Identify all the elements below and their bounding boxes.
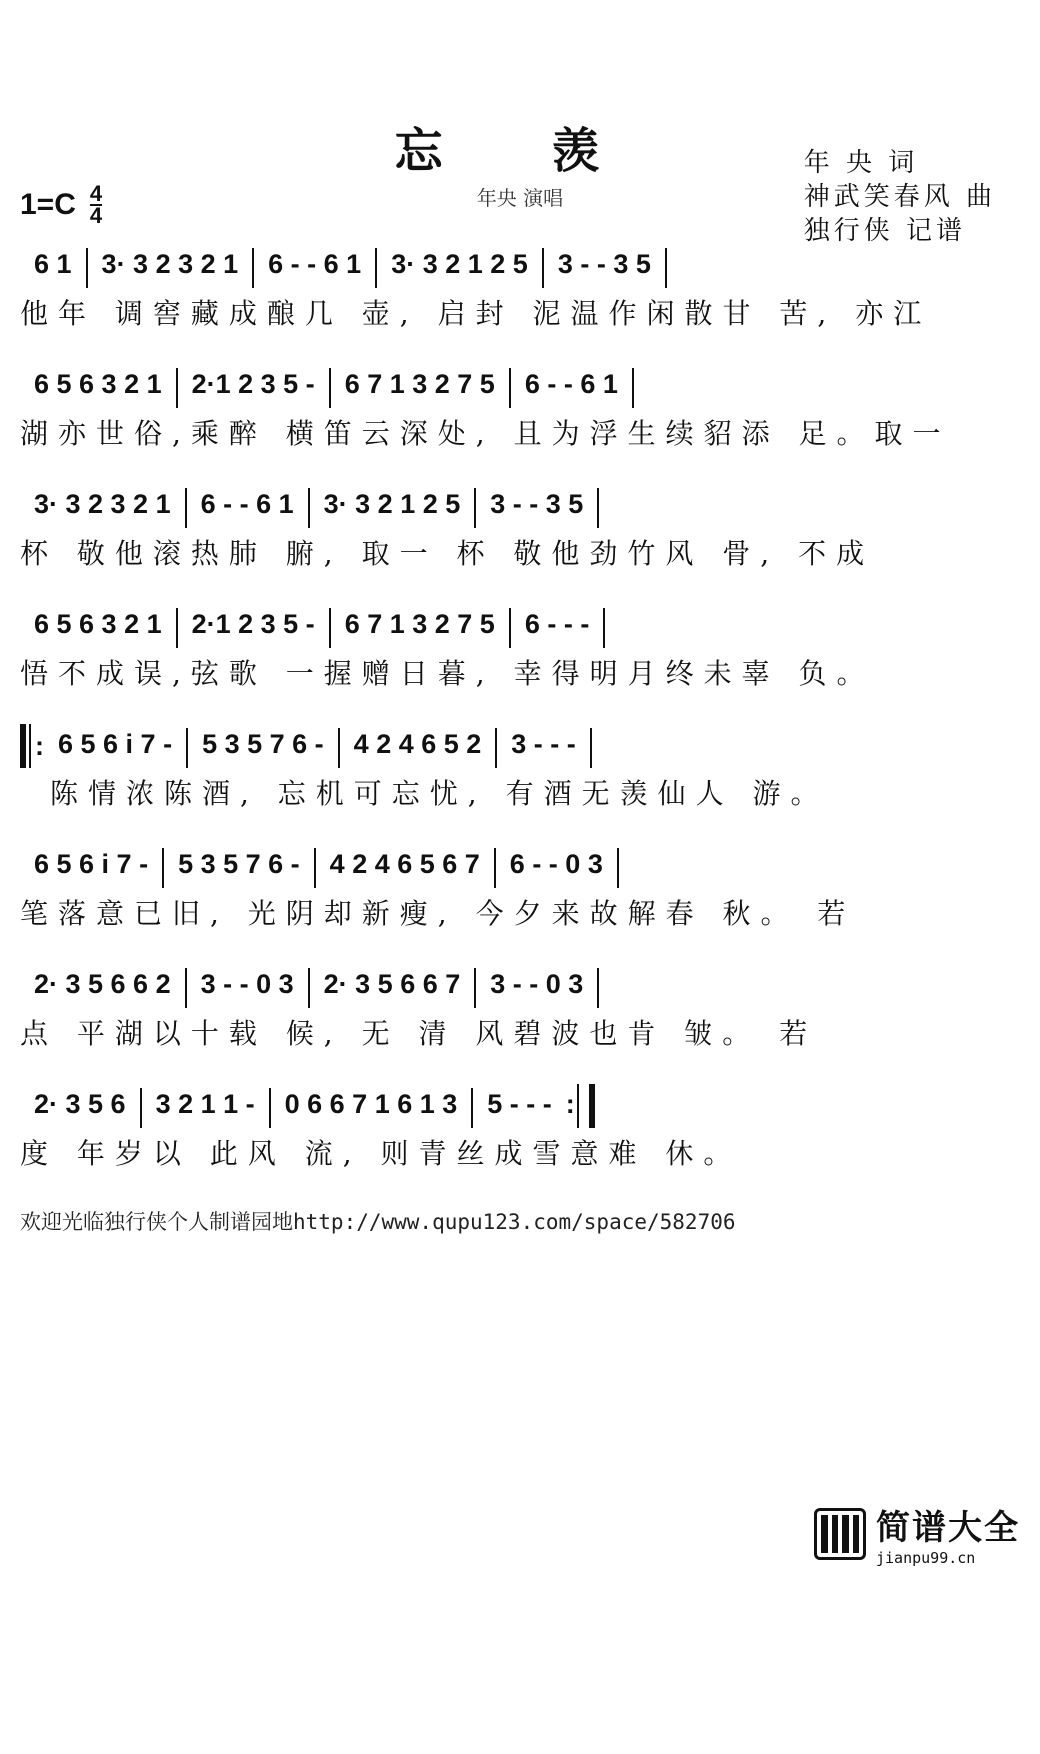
- credits: [804, 146, 996, 248]
- measure: 3 - - 0 3: [200, 969, 294, 999]
- repeat-start-sign: :: [20, 724, 44, 768]
- score-row-1: [20, 244, 1020, 332]
- key-signature: [20, 181, 103, 228]
- measure: 6 - - 0 3: [509, 849, 603, 879]
- notes-line: [20, 964, 1020, 1008]
- repeat-end-sign: :: [565, 1089, 575, 1119]
- measure: 6 5 6 3 2 1: [34, 609, 162, 639]
- measure: 2·1 2 3 5 -: [191, 609, 315, 639]
- measure: 3 - - 0 3: [490, 969, 584, 999]
- measure: 6 - - 6 1: [200, 489, 294, 519]
- measure: 2·1 2 3 5 -: [191, 369, 315, 399]
- measure: 3 2 1 1 -: [155, 1089, 255, 1119]
- measure: 6 5 6 i 7 -: [58, 729, 173, 759]
- measure: 3· 3 2 1 2 5: [391, 249, 528, 279]
- piano-icon: [814, 1508, 866, 1560]
- lyrics-line: 悟不成误,弦歌 一握赠日暮, 幸得明月终未辜 负。: [20, 657, 875, 690]
- measure: 3 - - 3 5: [490, 489, 584, 519]
- measure: 5 3 5 7 6 -: [178, 849, 300, 879]
- score-row-3: [20, 484, 1020, 572]
- logo-title: 简谱大全: [876, 1508, 1020, 1548]
- measure: 5 3 5 7 6 -: [202, 729, 324, 759]
- measure: 3 - - 3 5: [557, 249, 651, 279]
- footer-url: 欢迎光临独行侠个人制谱园地http://www.qupu123.com/space/582706: [20, 1210, 736, 1234]
- measure: 6 5 6 3 2 1: [34, 369, 162, 399]
- measure: 5 - - -: [487, 1089, 552, 1119]
- time-signature-bottom: 4: [89, 203, 103, 228]
- composer-credit: 神武笑春风 曲: [803, 182, 996, 212]
- score-row-4: [20, 604, 1020, 692]
- measure: 3· 3 2 3 2 1: [101, 249, 239, 279]
- time-signature-top: 4: [89, 181, 103, 206]
- notes-line: [20, 604, 1020, 648]
- measure: 3· 3 2 3 2 1: [34, 489, 171, 519]
- measure: 0 6 6 7 1 6 1 3: [284, 1089, 458, 1119]
- measure: 6 5 6 i 7 -: [34, 849, 149, 879]
- lyrics-line: 度 年岁以 此风 流, 则青丝成雪意难 休。: [20, 1137, 742, 1170]
- lyrics-line: 湖亦世俗,乘醉 横笛云深处, 且为浮生续貂添 足。取一: [20, 417, 951, 450]
- measure: 6 7 1 3 2 7 5: [344, 609, 495, 639]
- transcriber-credit: 独行侠 记谱: [803, 216, 966, 246]
- time-signature: [89, 181, 103, 228]
- lyrics-line: 笔落意已旧, 光阴却新瘦, 今夕来故解春 秋。 若: [20, 897, 856, 930]
- score-row-2: [20, 364, 1020, 452]
- notes-line: [20, 724, 1020, 768]
- measure: 6 - - 6 1: [524, 369, 618, 399]
- measure: 6 1: [34, 249, 72, 279]
- notes-line: [20, 244, 1020, 288]
- lyrics-line: 杯 敬他滚热肺 腑, 取一 杯 敬他劲竹风 骨, 不成: [20, 537, 875, 570]
- site-logo: [814, 1500, 1020, 1567]
- notes-line: [20, 364, 1020, 408]
- measure: 6 - - -: [524, 609, 590, 639]
- measure: 2· 3 5 6 6 2: [34, 969, 171, 999]
- lyricist-credit: 年 央 词: [803, 148, 919, 178]
- measure: 6 7 1 3 2 7 5: [344, 369, 495, 399]
- score-row-8: [20, 1084, 1020, 1172]
- key-label: 1=C: [20, 188, 76, 221]
- measure: 2· 3 5 6: [34, 1089, 126, 1119]
- measure: 4 2 4 6 5 6 7: [329, 849, 480, 879]
- lyrics-line: 点 平湖以十载 候, 无 清 风碧波也肯 皱。 若: [20, 1017, 818, 1050]
- score-row-6: [20, 844, 1020, 932]
- singer-credit: 年央 演唱: [476, 186, 564, 210]
- score-row-7: [20, 964, 1020, 1052]
- measure: 3 - - -: [511, 729, 576, 759]
- notes-line: [20, 1084, 1020, 1128]
- measure: 3· 3 2 1 2 5: [323, 489, 461, 519]
- score-row-5: [20, 724, 1020, 812]
- notes-line: [20, 484, 1020, 528]
- lyrics-line: 陈情浓陈酒, 忘机可忘忧, 有酒无羡仙人 游。: [50, 777, 829, 810]
- song-title: 忘 羡: [394, 123, 646, 179]
- measure: 6 - - 6 1: [268, 249, 362, 279]
- logo-url: jianpu99.cn: [876, 1549, 976, 1567]
- lyrics-line: 他年 调窖藏成酿几 壶, 启封 泥温作闲散甘 苦, 亦江: [20, 297, 932, 330]
- notes-line: [20, 844, 1020, 888]
- measure: 4 2 4 6 5 2: [353, 729, 482, 759]
- measure: 2· 3 5 6 6 7: [323, 969, 461, 999]
